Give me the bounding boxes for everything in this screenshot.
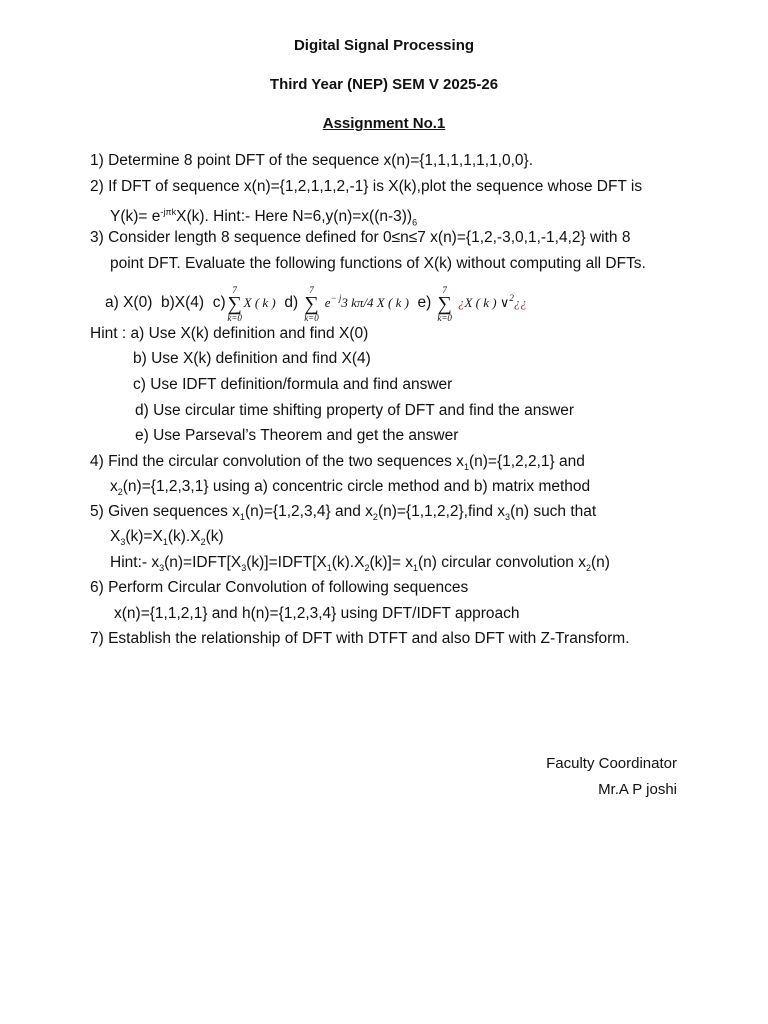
question-7: 7) Establish the relationship of DFT with DTFT and also DFT with Z-Transform.	[90, 630, 630, 647]
hint-d: d) Use circular time shifting property of DFT and find the answer	[135, 402, 575, 419]
question-5-line-1: 5) Given sequences $x_1(n)=\{1,2,3,4\}$ and $x_2(n)=\{1,1,2,2\},find$ $x_3(n)$ such that	[90, 503, 597, 523]
question-2-line-2: $Y(k)= e^{-j\pi k}X(k)$. Hint:- Here $N=6,y(n)=x((n-3))_6$	[110, 207, 418, 228]
question-4-line-2: $x_2(n)=\{1,2,3,1\}$ using a) concentric circle method and b) matrix method	[110, 478, 591, 498]
question-3-line-1: 3) Consider length 8 sequence defined for 0≤n≤7 x(n)={1,2,-3,0,1,-1,4,2} with 8	[90, 229, 631, 246]
summation-symbol: 7 ∑ k=0	[304, 285, 319, 324]
question-6-line-2: x(n)={1,1,2,1} and h(n)={1,2,3,4} using DFT/IDFT approach	[114, 605, 520, 622]
question-6-line-1: 6) Perform Circular Convolution of following sequences	[90, 579, 469, 596]
question-5-hint: Hint:- $x_3(n)=IDFT[X_3(k)]=IDFT[X_1(k).X_2(k)]= x_1(n)$ circular convolution $x_2(n)$	[110, 554, 610, 574]
year-title: Third Year (NEP) SEM V 2025-26	[269, 76, 499, 93]
signature-name: Mr.A P joshi	[598, 781, 677, 798]
hint-e: e) Use Parseval’s Theorem and get the answer	[135, 427, 459, 444]
hint-c: c) Use IDFT definition/formula and find answer	[133, 376, 453, 393]
question-5-line-2: $X_3(k)=X_1(k).X_2(k)$	[110, 528, 224, 548]
question-3-parts: a) X(0) b)X(4) c) 7 ∑ k=0 X ( k ) d) 7 ∑ k=0 $e^{- j}3$ kπ/4 X ( k ) e) 7 ∑ k=0 ¿X ( k ) ∨$^2$¿¿	[105, 285, 527, 324]
assignment-title: Assignment No.1	[322, 115, 446, 132]
question-2-line-1: 2) If DFT of sequence x(n)={1,2,1,1,2,-1} is X(k),plot the sequence whose DFT is	[90, 178, 643, 195]
question-3-line-2: point DFT. Evaluate the following functions of X(k) without computing all DFTs.	[110, 255, 646, 272]
hint-a: Hint : a) Use X(k) definition and find X(0)	[90, 325, 369, 342]
question-4-line-1: 4) Find the circular convolution of the two sequences $x_1(n)=\{1,2,2,1\}$ and	[90, 453, 585, 473]
hint-b: b) Use X(k) definition and find X(4)	[133, 350, 371, 367]
question-1: 1) Determine 8 point DFT of the sequence x(n)={1,1,1,1,1,1,0,0}.	[90, 152, 534, 169]
summation-symbol: 7 ∑ k=0	[437, 285, 452, 324]
summation-symbol: 7 ∑ k=0	[227, 285, 242, 324]
signature-role: Faculty Coordinator	[546, 755, 677, 772]
subject-title: Digital Signal Processing	[293, 37, 475, 54]
